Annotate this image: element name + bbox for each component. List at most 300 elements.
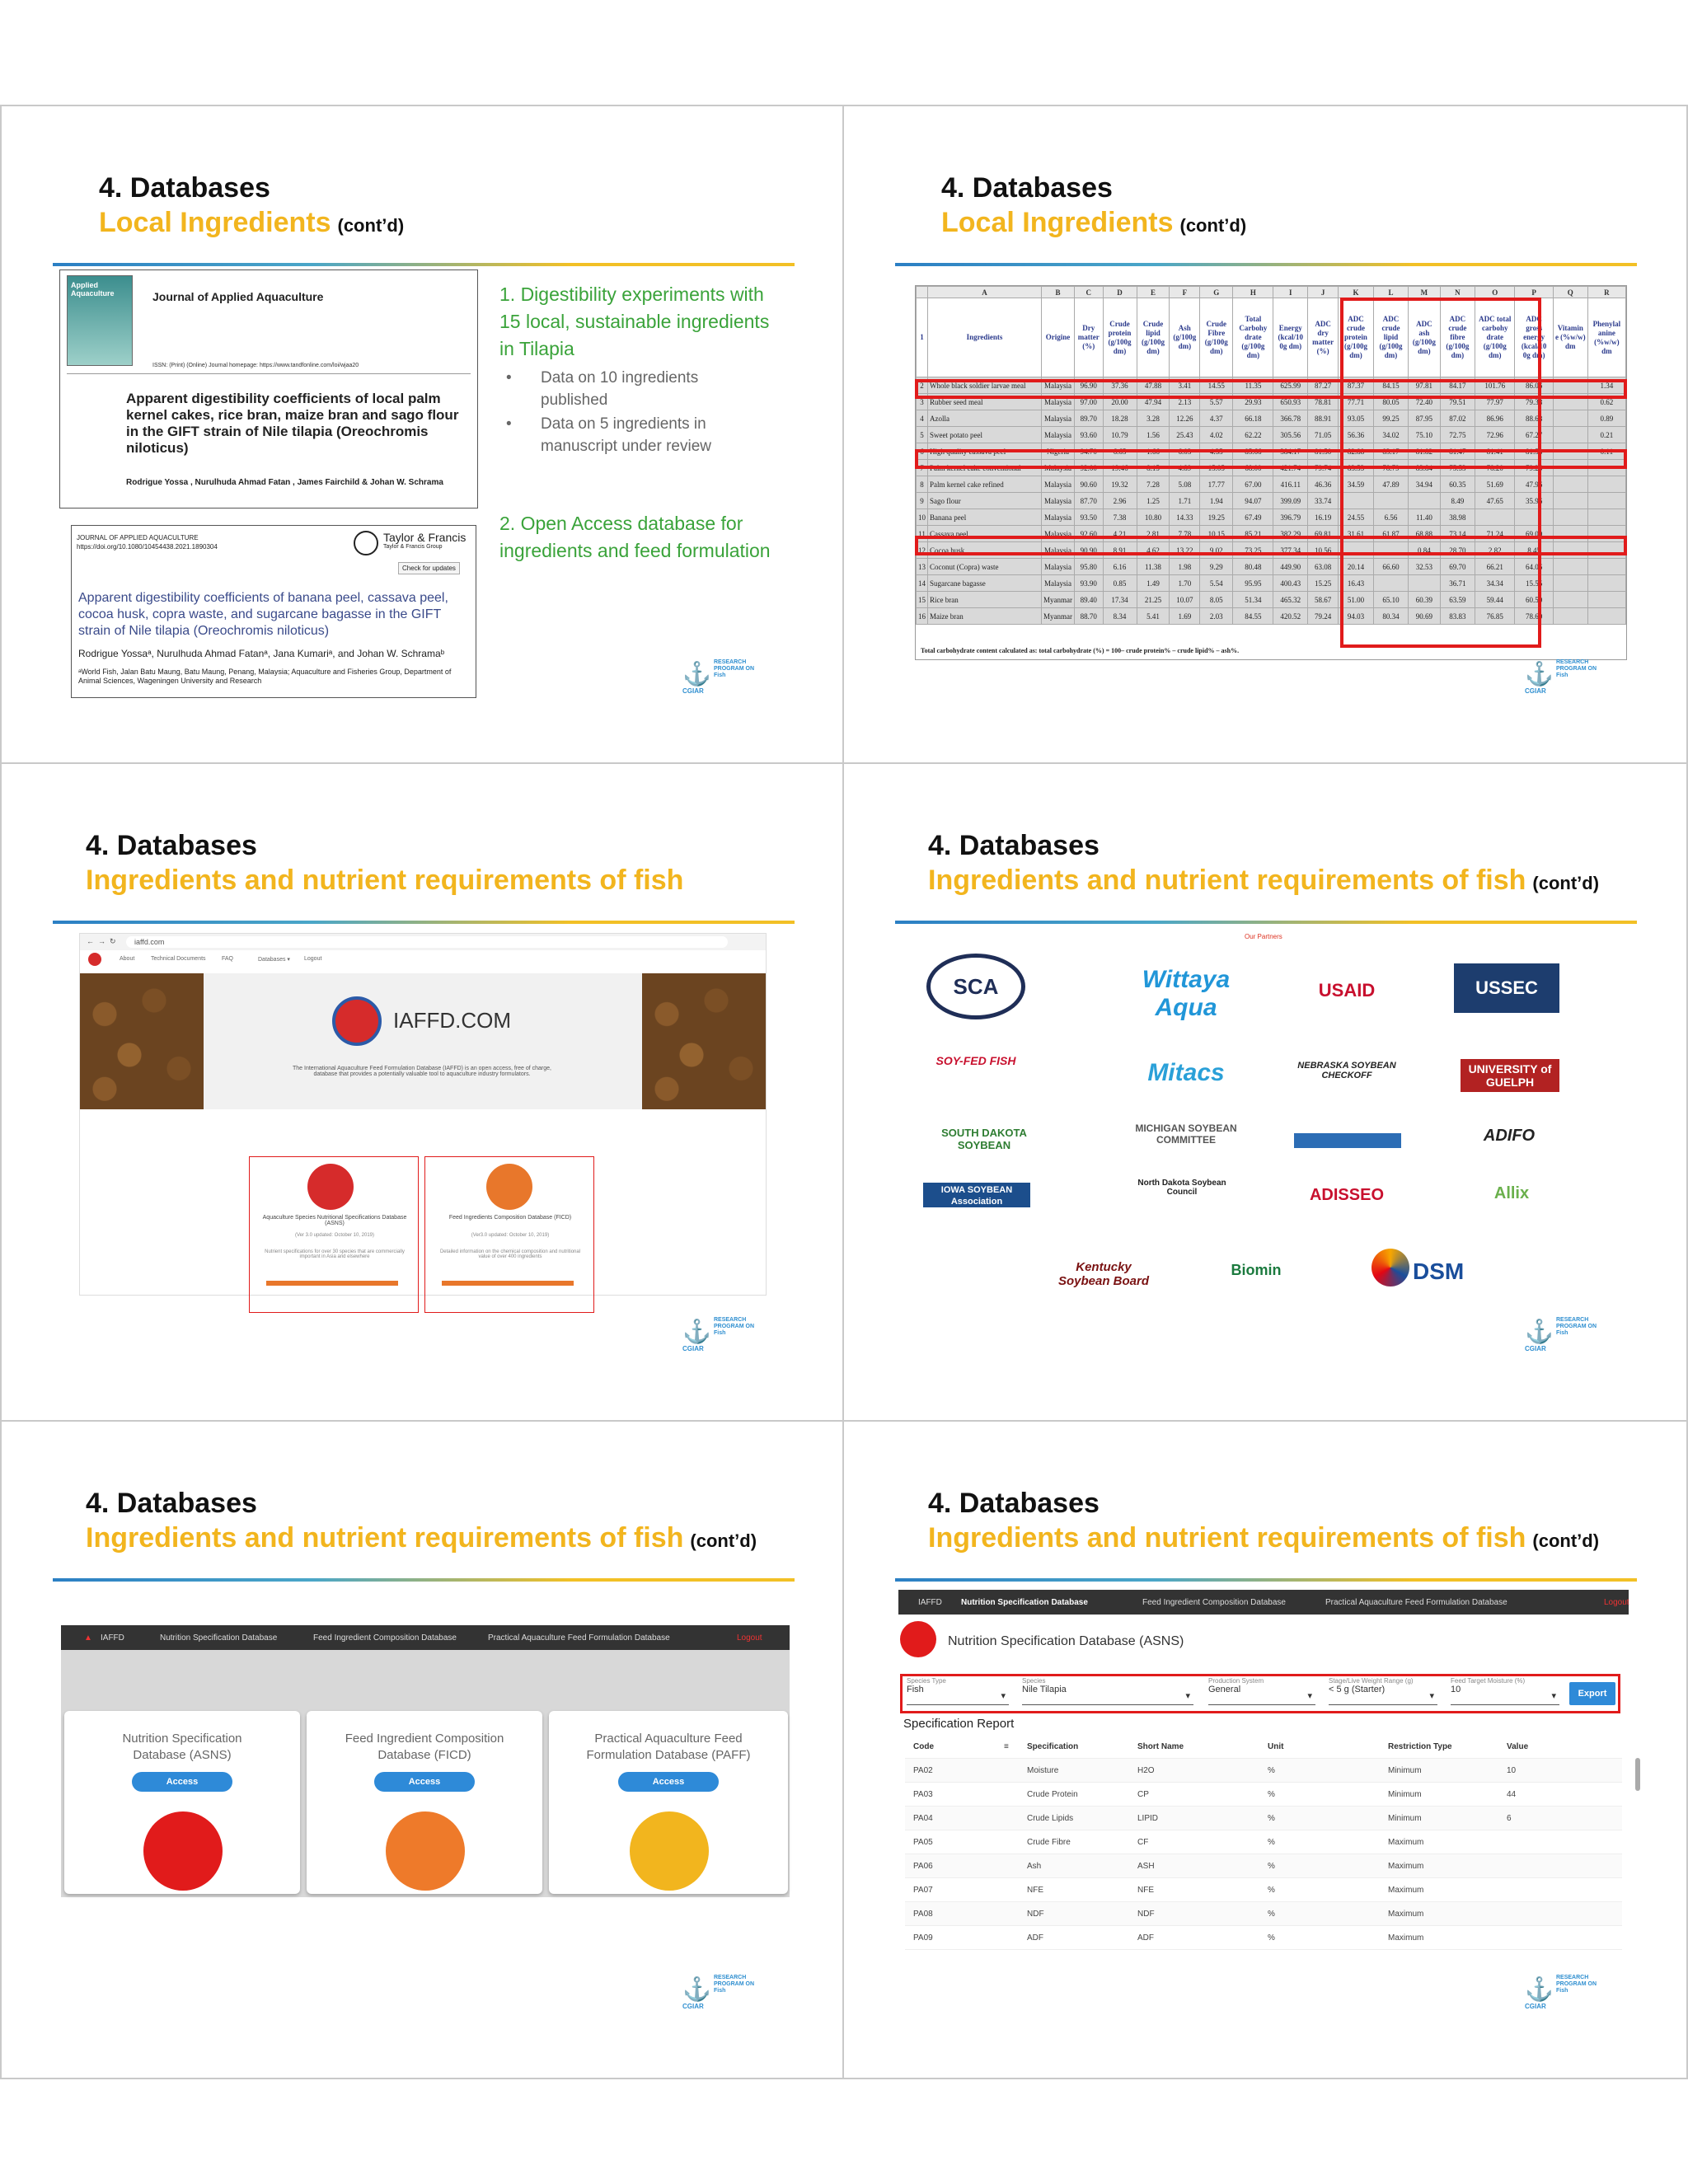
- nav-logout[interactable]: Logout: [304, 956, 322, 962]
- bar-nutrition[interactable]: Nutrition Specification Database: [160, 1633, 278, 1643]
- table-header-cell: Crude protein (g/100g dm): [1103, 298, 1137, 377]
- cgiar-fish-logo: ⚓ RESEARCH PROGRAM ON Fish CGIAR: [682, 1317, 754, 1352]
- table-header-cell: ADC dry matter (%): [1308, 298, 1339, 377]
- table-cell: Maximum: [1388, 1838, 1424, 1847]
- reload-icon[interactable]: ↻: [110, 937, 116, 945]
- back-icon[interactable]: ←: [87, 937, 94, 945]
- table-cell: 38.98: [1440, 509, 1475, 526]
- table-cell: 2.81: [1137, 526, 1170, 542]
- column-letter: N: [1440, 287, 1475, 298]
- table-cell: Sweet potato peel: [928, 427, 1042, 443]
- partner-logo: Biomin: [1231, 1262, 1282, 1278]
- asns-card[interactable]: Nutrition Specification Database (ASNS) Access: [64, 1711, 300, 1894]
- slide-6: [844, 1422, 1686, 2078]
- asns-card[interactable]: Aquaculture Species Nutritional Specifications Database (ASNS) (Ver 3.0 updated: October 10, 2019) Nutrient specifications for over 30 species that are commercially important in Asia and elsewhere: [249, 1156, 419, 1313]
- table-cell: 78.81: [1308, 394, 1339, 410]
- table-cell: 83.17: [1374, 443, 1409, 460]
- check-updates-button[interactable]: Check for updates: [398, 562, 460, 574]
- table-cell: 10.15: [1200, 526, 1233, 542]
- table-header-cell: Total Carbohy drate (g/100g dm): [1233, 298, 1273, 377]
- table-cell: 16.43: [1338, 575, 1373, 592]
- table-cell: Malaysia: [1042, 509, 1075, 526]
- table-cell: 2.82: [1475, 542, 1515, 559]
- table-cell: [1553, 410, 1587, 427]
- app-top-bar: [898, 1590, 1629, 1615]
- column-letter: R: [1587, 287, 1625, 298]
- table-cell: 97.81: [1408, 377, 1440, 394]
- nav-about[interactable]: About: [120, 956, 135, 962]
- table-cell: %: [1268, 1790, 1275, 1799]
- column-letter: E: [1137, 287, 1170, 298]
- table-cell: 51.69: [1475, 476, 1515, 493]
- table-cell: Maximum: [1388, 1862, 1424, 1871]
- table-cell: Cocoa husk: [928, 542, 1042, 559]
- bar-home[interactable]: IAFFD: [918, 1598, 942, 1607]
- table-cell: 4.37: [1200, 410, 1233, 427]
- table-cell: PA05: [913, 1838, 933, 1847]
- table-cell: 4.02: [1200, 427, 1233, 443]
- partner-logo: Wittaya Aqua: [1142, 966, 1231, 1021]
- access-button[interactable]: Access: [618, 1772, 720, 1792]
- table-cell: Banana peel: [928, 509, 1042, 526]
- table-cell: 80.05: [1374, 394, 1409, 410]
- ficd-icon: [486, 1164, 532, 1210]
- table-cell: 89.40: [1075, 592, 1104, 608]
- nav-faq[interactable]: FAQ: [222, 956, 234, 962]
- table-header-cell: Crude Fibre (g/100g dm): [1200, 298, 1233, 377]
- slide-title: 4. Databases: [86, 830, 257, 861]
- iaffd-logo: [88, 953, 101, 966]
- table-cell: PA09: [913, 1933, 933, 1943]
- table-cell: 47.89: [1374, 476, 1409, 493]
- table-cell: 32.53: [1408, 559, 1440, 575]
- table-cell: 94.07: [1233, 493, 1273, 509]
- table-cell: 20.14: [1338, 559, 1373, 575]
- table-cell: High quality cassava peel: [928, 443, 1042, 460]
- table-cell: 92.00: [1075, 460, 1104, 476]
- table-header-cell: ADC ash (g/100g dm): [1408, 298, 1440, 377]
- table-cell: Malaysia: [1042, 526, 1075, 542]
- table-cell: 65.10: [1374, 592, 1409, 608]
- paper-affiliation: ᵃWorld Fish, Jalan Batu Maung, Batu Maung, Penang, Malaysia; Aquaculture and Fisheries Group, Department of Animal Sciences, Wageningen University and Research: [78, 668, 452, 685]
- table-cell: 80.48: [1233, 559, 1273, 575]
- table-cell: [1553, 476, 1587, 493]
- table-cell: 1.66: [1137, 443, 1170, 460]
- table-cell: 5.57: [1200, 394, 1233, 410]
- table-cell: Malaysia: [1042, 542, 1075, 559]
- address-bar[interactable]: iaffd.com: [126, 936, 728, 948]
- table-cell: 67.27: [1515, 427, 1553, 443]
- table-cell: 377.34: [1273, 542, 1308, 559]
- table-cell: 8.49: [1440, 493, 1475, 509]
- table-cell: Crude Fibre: [1027, 1838, 1071, 1847]
- table-cell: 15.55: [1515, 575, 1553, 592]
- table-cell: 15.25: [1308, 575, 1339, 592]
- bar-practical-feed[interactable]: Practical Aquaculture Feed Formulation Database: [488, 1633, 670, 1643]
- browser-screenshot: [79, 933, 767, 1296]
- table-cell: 67.00: [1233, 476, 1273, 493]
- table-header-cell: ADC gross energy (kcal/10 0g dm): [1515, 298, 1553, 377]
- paff-card[interactable]: Practical Aquaculture Feed Formulation Database (PAFF) Access: [549, 1711, 788, 1894]
- table-cell: 79.38: [1515, 394, 1553, 410]
- table-cell: 61.87: [1374, 526, 1409, 542]
- table-cell: 101.76: [1475, 377, 1515, 394]
- table-cell: 87.70: [1075, 493, 1104, 509]
- table-cell: 34.59: [1338, 476, 1373, 493]
- table-cell: 56.36: [1338, 427, 1373, 443]
- table-cell: 99.25: [1374, 410, 1409, 427]
- paper-thumbnail-2: JOURNAL OF APPLIED AQUACULTURE https://doi.org/10.1080/10454438.2021.1890304 Taylor & Francis Taylor & Francis Group Check for updates Apparent digestibility coefficients of banana peel, cassava peel, cocoa husk, copra waste, and sugarcane bagasse in the GIFT strain of Nile tilapia (Oreochromis niloticus) Rodrigue Yossaᵃ, Nurulhuda Ahmad Fatanᵃ, Jana Kumariᵃ, and Johan W. Schramaᵇ ᵃWorld Fish, Jalan Batu Maung, Batu Maung, Penang, Malaysia; Aquaculture and Fisheries Group, Department of Animal Sciences, Wageningen University and Research: [71, 525, 476, 698]
- table-cell: Rubber seed meal: [928, 394, 1042, 410]
- table-cell: 1.25: [1137, 493, 1170, 509]
- table-header-cell: ADC crude lipid (g/100g dm): [1374, 298, 1409, 377]
- table-cell: 63.59: [1440, 592, 1475, 608]
- table-cell: 81.41: [1475, 443, 1515, 460]
- table-cell: 68.88: [1408, 526, 1440, 542]
- table-cell: 7.78: [1170, 526, 1200, 542]
- table-cell: 44: [1507, 1790, 1517, 1799]
- partner-logo: [1294, 1133, 1401, 1148]
- table-cell: PA08: [913, 1910, 933, 1919]
- table-row[interactable]: [905, 1759, 1622, 1783]
- table-cell: [1553, 592, 1587, 608]
- paper-authors: Rodrigue Yossaᵃ, Nurulhuda Ahmad Fatanᵃ, Jana Kumariᵃ, and Johan W. Schramaᵇ: [78, 648, 445, 659]
- table-cell: 36.71: [1440, 575, 1475, 592]
- table-row[interactable]: [905, 1807, 1622, 1830]
- table-cell: 7.38: [1103, 509, 1137, 526]
- computer-icon: [143, 1811, 223, 1891]
- table-cell: 76.85: [1475, 608, 1515, 625]
- table-cell: [1587, 575, 1625, 592]
- partner-logo: UNIVERSITY of GUELPH: [1461, 1059, 1559, 1092]
- table-row[interactable]: [905, 1830, 1622, 1854]
- paper-authors: Rodrigue Yossa , Nurulhuda Ahmad Fatan , James Fairchild & Johan W. Schrama: [126, 478, 443, 487]
- table-cell: 79.74: [1308, 460, 1339, 476]
- bar-feed-ingredient[interactable]: Feed Ingredient Composition Database: [1142, 1598, 1286, 1607]
- table-cell: ADF: [1137, 1933, 1154, 1943]
- access-button[interactable]: Access: [374, 1772, 476, 1792]
- table-cell: 4.62: [1137, 542, 1170, 559]
- table-cell: 69.00: [1515, 526, 1553, 542]
- app-top-bar: [61, 1625, 790, 1650]
- table-row[interactable]: [905, 1878, 1622, 1902]
- partner-logo: ADIFO: [1483, 1127, 1536, 1145]
- table-cell: 78.60: [1515, 608, 1553, 625]
- nav-technical-documents[interactable]: Technical Documents: [151, 956, 206, 962]
- table-cell: 4.89: [1170, 460, 1200, 476]
- table-cell: 84.17: [1440, 377, 1475, 394]
- table-row: 14 Sugarcane bagasse Malaysia 93.90 0.85 1.49 1.70 5.54 95.95 400.43 15.25 16.43 36.71 34.34 15.55: [917, 575, 1626, 592]
- title-rule: [53, 921, 795, 924]
- table-cell: 72.96: [1475, 427, 1515, 443]
- table-cell: 0.85: [1103, 575, 1137, 592]
- table-cell: 5.08: [1170, 476, 1200, 493]
- slide-subtitle: Ingredients and nutrient requirements of fish (cont’d): [86, 1522, 757, 1554]
- table-cell: 60.39: [1408, 592, 1440, 608]
- table-cell: Malaysia: [1042, 575, 1075, 592]
- column-letter: B: [1042, 287, 1075, 298]
- point-2: 2. Open Access database for ingredients and feed formulation: [499, 513, 771, 561]
- table-cell: 67.49: [1233, 509, 1273, 526]
- highlight-adc-columns: [1340, 298, 1541, 648]
- table-cell: 71.05: [1308, 427, 1339, 443]
- ficd-card[interactable]: Feed Ingredient Composition Database (FICD) Access: [307, 1711, 542, 1894]
- table-cell: CP: [1137, 1790, 1149, 1799]
- moisture-select[interactable]: Feed Target Moisture (%) 10 ▾: [1451, 1677, 1559, 1705]
- table-cell: 1.34: [1587, 377, 1625, 394]
- table-cell: LIPID: [1137, 1814, 1159, 1823]
- table-cell: 94.70: [1075, 443, 1104, 460]
- table-cell: 10.80: [1137, 509, 1170, 526]
- filter-icon[interactable]: ≡: [1004, 1742, 1009, 1751]
- table-cell: %: [1268, 1862, 1275, 1871]
- table-cell: 87.95: [1408, 410, 1440, 427]
- table-footnote: Total carbohydrate content calculated as: total carbohydrate (%) = 100– crude protein% – crude lipid% – ash%.: [921, 647, 1240, 654]
- table-cell: [1553, 559, 1587, 575]
- table-cell: Minimum: [1388, 1766, 1422, 1775]
- table-cell: 78.20: [1475, 460, 1515, 476]
- table-row: 13 Coconut (Copra) waste Malaysia 95.80 6.16 11.38 1.98 9.29 80.48 449.90 63.08 20.14 66.60 32.53 69.70 66.21 64.06: [917, 559, 1626, 575]
- table-cell: 73.25: [1233, 542, 1273, 559]
- table-cell: 0.62: [1587, 394, 1625, 410]
- bar-practical-feed[interactable]: Practical Aquaculture Feed Formulation Database: [1325, 1598, 1507, 1607]
- table-cell: 68.00: [1233, 460, 1273, 476]
- nav-databases[interactable]: Databases ▾: [258, 957, 290, 963]
- table-cell: 69.70: [1440, 559, 1475, 575]
- table-cell: 93.05: [1338, 410, 1373, 427]
- partner-logo: USSEC: [1454, 963, 1559, 1013]
- table-cell: 20.00: [1103, 394, 1137, 410]
- table-cell: Maximum: [1388, 1910, 1424, 1919]
- table-cell: Malaysia: [1042, 410, 1075, 427]
- table-cell: 85.21: [1233, 526, 1273, 542]
- table-cell: 83.84: [1408, 460, 1440, 476]
- slide-4: [844, 764, 1686, 1420]
- table-cell: 400.43: [1273, 575, 1308, 592]
- partner-logo: SOY-FED FISH: [935, 1054, 1016, 1067]
- table-cell: 97.00: [1075, 394, 1104, 410]
- table-cell: 3.41: [1170, 377, 1200, 394]
- table-cell: 47.94: [1137, 394, 1170, 410]
- table-cell: ASH: [1137, 1862, 1155, 1871]
- table-cell: 6: [1507, 1814, 1512, 1823]
- column-letter: Q: [1553, 287, 1587, 298]
- partners-label: Our Partners: [1245, 933, 1282, 940]
- partner-logo: SCA: [926, 954, 1025, 1019]
- table-cell: %: [1268, 1766, 1275, 1775]
- table-cell: 69.81: [1308, 526, 1339, 542]
- table-cell: 90.90: [1075, 542, 1104, 559]
- table-cell: [1587, 509, 1625, 526]
- table-cell: 21.25: [1137, 592, 1170, 608]
- table-scrollbar[interactable]: [1635, 1758, 1640, 1791]
- table-cell: 78.79: [1374, 460, 1409, 476]
- table-cell: Malaysia: [1042, 476, 1075, 493]
- table-cell: [1553, 608, 1587, 625]
- table-cell: 29.93: [1233, 394, 1273, 410]
- table-cell: 84.15: [1374, 377, 1409, 394]
- title-rule: [53, 263, 795, 266]
- table-cell: 6.16: [1103, 559, 1137, 575]
- table-cell: 94.03: [1338, 608, 1373, 625]
- table-row[interactable]: [905, 1854, 1622, 1878]
- table-cell: [1553, 493, 1587, 509]
- table-cell: 84.55: [1233, 608, 1273, 625]
- table-cell: PA03: [913, 1790, 933, 1799]
- table-cell: 28.70: [1440, 542, 1475, 559]
- table-cell: %: [1268, 1838, 1275, 1847]
- column-letter: A: [928, 287, 1042, 298]
- table-cell: 19.25: [1200, 509, 1233, 526]
- point-1: 1. Digestibility experiments with 15 local, sustainable ingredients in Tilapia: [499, 284, 770, 359]
- table-cell: NFE: [1137, 1886, 1154, 1895]
- table-header-cell: Ash (g/100g dm): [1170, 298, 1200, 377]
- table-cell: 79.25: [1515, 460, 1553, 476]
- table-cell: 1.56: [1137, 427, 1170, 443]
- table-cell: PA02: [913, 1766, 933, 1775]
- table-cell: PA04: [913, 1814, 933, 1823]
- table-cell: 10.07: [1170, 592, 1200, 608]
- feed-pellets-image: [642, 973, 766, 1109]
- table-cell: 34.94: [1408, 476, 1440, 493]
- table-header-cell: Ingredients: [928, 298, 1042, 377]
- slide-subtitle: Ingredients and nutrient requirements of fish (cont’d): [928, 1522, 1600, 1554]
- table-cell: NFE: [1027, 1886, 1043, 1895]
- table-cell: 19.46: [1103, 460, 1137, 476]
- table-cell: Rice bran: [928, 592, 1042, 608]
- table-header-cell: ADC crude protein (g/100g dm): [1338, 298, 1373, 377]
- table-cell: %: [1268, 1886, 1275, 1895]
- column-letter: G: [1200, 287, 1233, 298]
- table-cell: NDF: [1137, 1910, 1155, 1919]
- table-cell: 2.96: [1103, 493, 1137, 509]
- table-cell: %: [1268, 1814, 1275, 1823]
- table-cell: Malaysia: [1042, 394, 1075, 410]
- table-cell: 37.36: [1103, 377, 1137, 394]
- table-cell: Malaysia: [1042, 427, 1075, 443]
- column-letter: P: [1515, 287, 1553, 298]
- table-cell: 66.21: [1475, 559, 1515, 575]
- slide-1: 4. Databases Local Ingredients (cont’d) Applied Aquaculture Journal of Applied Aquaculture ISSN: (Print) (Online) Journal homepage: https://www.tandfonline.com/loi/wjaa20 Apparent digestibility coefficients of local palm kernel cakes, rice bran, maize bran and sago flour in the GIFT strain of Nile tilapia (Oreochromis niloticus) Rodrigue Yossa , Nurulhuda Ahmad Fatan , James Fairchild & Johan W. Schrama JOURNAL OF APPLIED AQUACULTURE https://doi.org/10.1080/10454438.2021.1890304 Taylor & Francis Taylor & Francis Group Check for updates Apparent digestibility coefficients of banana peel, cassava peel, cocoa husk, copra waste, and sugarcane bagasse in the GIFT strain of Nile tilapia (Oreochromis niloticus) Rodrigue Yossaᵃ, Nurulhuda Ahmad Fatanᵃ, Jana Kumariᵃ, and Johan W. Schramaᵇ ᵃWorld Fish, Jalan Batu Maung, Batu Maung, Penang, Malaysia; Aquaculture and Fisheries Group, Department of Animal Sciences, Wageningen University and Research 1. Digestibility experiments with 15 local, sustainable ingredients in Tilapia • Data on 10 ingredients published • Data on 5 ingredients in manuscript under review 2. Open Access database for ingredients and feed formulation ⚓ RESEARCH PROGRAM ON Fish CGIAR: [2, 106, 842, 762]
- table-cell: 60.35: [1440, 476, 1475, 493]
- bar-feed-ingredient[interactable]: Feed Ingredient Composition Database: [313, 1633, 457, 1643]
- table-header-cell: Crude lipid (g/100g dm): [1137, 298, 1170, 377]
- table-row: 16 Maize bran Myanmar 88.70 8.34 5.41 1.69 2.03 84.55 420.52 79.24 94.03 80.34 90.69 83.83 76.85 78.60: [917, 608, 1626, 625]
- asns-icon: [307, 1164, 354, 1210]
- slide-title: 4. Databases: [928, 1488, 1100, 1519]
- ficd-card[interactable]: Feed Ingredients Composition Database (FICD) (Ver3.0 updated: October 10, 2019) Detailed information on the chemical composition and nutritional value of over 400 ingredients: [424, 1156, 594, 1313]
- table-cell: PA06: [913, 1862, 933, 1871]
- table-cell: 17.34: [1103, 592, 1137, 608]
- partner-logo: USAID: [1318, 980, 1376, 1001]
- table-cell: 51.34: [1233, 592, 1273, 608]
- table-row[interactable]: [905, 1902, 1622, 1926]
- production-system-select[interactable]: Production System General ▾: [1208, 1677, 1315, 1705]
- table-cell: 80.34: [1374, 608, 1409, 625]
- table-cell: 382.29: [1273, 526, 1308, 542]
- table-row: 12 Cocoa husk Malaysia 90.90 8.91 4.62 13.22 9.02 73.25 377.34 10.56 0.84 28.70 2.82 8.45: [917, 542, 1626, 559]
- forward-icon[interactable]: →: [98, 937, 106, 945]
- bar-nutrition[interactable]: Nutrition Specification Database: [961, 1598, 1088, 1607]
- table-cell: 66.60: [1374, 559, 1409, 575]
- table-row: 11 Cassava peel Malaysia 92.60 4.21 2.81 7.78 10.15 85.21 382.29 69.81 31.61 61.87 68.88 73.14 71.24 69.00: [917, 526, 1626, 542]
- table-cell: 87.37: [1338, 377, 1373, 394]
- table-cell: 34.34: [1475, 575, 1515, 592]
- stage-select[interactable]: Stage/Live Weight Range (g) < 5 g (Starter) ▾: [1329, 1677, 1437, 1705]
- table-cell: 81.58: [1515, 443, 1553, 460]
- table-cell: 449.90: [1273, 559, 1308, 575]
- table-cell: 1.70: [1170, 575, 1200, 592]
- table-cell: 87.02: [1440, 410, 1475, 427]
- table-cell: 81.50: [1308, 443, 1339, 460]
- table-cell: 79.24: [1308, 608, 1339, 625]
- feed-bag-icon: [630, 1811, 709, 1891]
- title-rule: [53, 1578, 795, 1582]
- table-cell: 60.50: [1515, 592, 1553, 608]
- export-button[interactable]: Export: [1569, 1682, 1615, 1705]
- table-cell: 33.74: [1308, 493, 1339, 509]
- table-cell: Minimum: [1388, 1814, 1422, 1823]
- table-cell: 93.50: [1075, 509, 1104, 526]
- table-cell: 90.60: [1075, 476, 1104, 493]
- table-cell: 34.02: [1374, 427, 1409, 443]
- table-cell: 4.35: [1200, 443, 1233, 460]
- species-type-select[interactable]: Species Type Fish ▾: [907, 1677, 1009, 1705]
- table-header-cell: Origine: [1042, 298, 1075, 377]
- table-cell: 1.94: [1200, 493, 1233, 509]
- table-cell: 0.11: [1587, 443, 1625, 460]
- paper-title: Apparent digestibility coefficients of banana peel, cassava peel, cocoa husk, copra waste, and sugarcane bagasse in the GIFT strain of Nile tilapia (Oreochromis niloticus): [78, 591, 448, 638]
- table-cell: 72.40: [1408, 394, 1440, 410]
- table-row[interactable]: [905, 1783, 1622, 1807]
- hero-banner: [80, 973, 766, 1109]
- cgiar-fish-logo: ⚓ RESEARCH PROGRAM ON Fish CGIAR: [1525, 1317, 1597, 1352]
- table-cell: 86.96: [1475, 410, 1515, 427]
- hero-text: The International Aquaculture Feed Formulation Database (IAFFD) is an open access, free of charge, database that provides a potentially valuable tool to aquaculture industry formulators.: [293, 1066, 551, 1077]
- table-cell: 95.80: [1075, 559, 1104, 575]
- table-cell: [1587, 608, 1625, 625]
- logout-link[interactable]: Logout: [737, 1633, 762, 1643]
- bar-home[interactable]: IAFFD: [101, 1633, 124, 1643]
- table-cell: 88.68: [1515, 410, 1553, 427]
- column-letter: I: [1273, 287, 1308, 298]
- table-cell: 384.17: [1273, 443, 1308, 460]
- slide-5: [2, 1422, 842, 2078]
- slide-title: 4. Databases: [99, 172, 270, 204]
- cgiar-fish-logo: ⚓ RESEARCH PROGRAM ON Fish CGIAR: [682, 1975, 754, 2010]
- access-button[interactable]: Access: [132, 1772, 233, 1792]
- table-cell: 58.67: [1308, 592, 1339, 608]
- table-cell: Maize bran: [928, 608, 1042, 625]
- iaffd-logo-icon: ▲: [84, 1633, 92, 1643]
- logout-link[interactable]: Logout: [1604, 1598, 1629, 1607]
- slide-3: [2, 764, 842, 1420]
- table-cell: 88.91: [1308, 410, 1339, 427]
- column-letter: H: [1233, 287, 1273, 298]
- table-cell: 63.08: [1308, 559, 1339, 575]
- table-cell: 79.51: [1440, 394, 1475, 410]
- column-letter: K: [1338, 287, 1373, 298]
- table-cell: 5.54: [1200, 575, 1233, 592]
- table-cell: 9.02: [1200, 542, 1233, 559]
- table-cell: 14.55: [1200, 377, 1233, 394]
- species-select[interactable]: Species Nile Tilapia ▾: [1022, 1677, 1193, 1705]
- table-cell: Sago flour: [928, 493, 1042, 509]
- table-cell: Maximum: [1388, 1886, 1424, 1895]
- iaffd-dashboard-screenshot: [61, 1625, 790, 1897]
- table-row[interactable]: [905, 1926, 1622, 1950]
- table-cell: 16.19: [1308, 509, 1339, 526]
